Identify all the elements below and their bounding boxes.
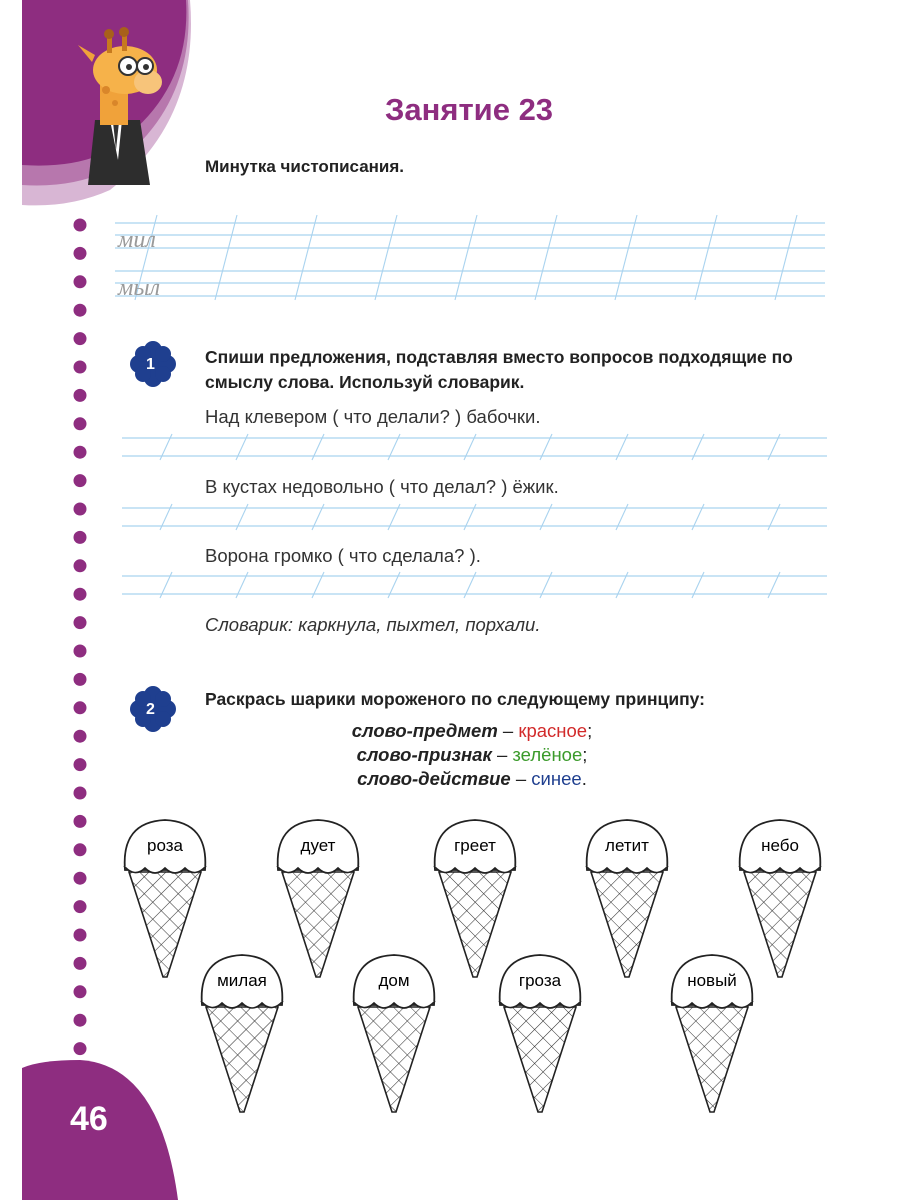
task-1-instruction: Спиши предложения, подставляя вместо вопросов подходящие по смыслу слова. Используй словарик.: [205, 347, 793, 392]
writing-lines-3: [122, 570, 827, 600]
spiral-dot: [74, 616, 87, 629]
rule-noun-color: красное: [518, 720, 588, 741]
page-number: 46: [70, 1100, 108, 1138]
spiral-dot: [74, 389, 87, 402]
spiral-dot: [74, 446, 87, 459]
rule-noun-dash: –: [497, 720, 519, 741]
spiral-dot: [74, 332, 87, 345]
cone-word: гроза: [518, 971, 562, 990]
rule-verb-color: синее: [531, 768, 582, 789]
writing-lines-1: [122, 432, 827, 462]
writing-lines-2: [122, 502, 827, 532]
ice-cream-cone[interactable]: [671, 955, 753, 1112]
rule-noun-term: слово-предмет: [351, 720, 498, 741]
rule-verb-end: .: [581, 768, 587, 789]
cone-word: милая: [217, 971, 267, 990]
ice-cream-cone[interactable]: [277, 820, 359, 977]
cone-word: летит: [605, 836, 649, 855]
ice-cream-cone[interactable]: [353, 955, 435, 1112]
ice-cream-cone[interactable]: [434, 820, 516, 977]
rule-adjective-end: ;: [582, 744, 588, 765]
ice-cream-area: [0, 800, 900, 1120]
spiral-dot: [74, 673, 87, 686]
cone-word: небо: [761, 836, 799, 855]
task-2-instruction: Раскрась шарики мороженого по следующему принципу:: [205, 689, 705, 709]
corner-decoration: [0, 0, 200, 210]
cone-word: греет: [454, 836, 496, 855]
task-1-badge: [128, 340, 178, 388]
rule-noun-end: ;: [587, 720, 593, 741]
rule-adjective-dash: –: [491, 744, 513, 765]
rule-adjective: [22, 744, 900, 766]
ice-cream-cone[interactable]: [201, 955, 283, 1112]
lesson-title: Занятие 23: [385, 92, 554, 127]
warmup-heading: Минутка чистописания.: [205, 157, 405, 176]
ice-cream-cone[interactable]: [739, 820, 821, 977]
copybook-line-2: мыл: [118, 275, 161, 301]
task-2-number: 2: [146, 701, 155, 718]
rule-noun: [22, 720, 900, 742]
rule-verb-dash: –: [510, 768, 532, 789]
spiral-dot: [74, 531, 87, 544]
ice-cream-cone[interactable]: [124, 820, 206, 977]
spiral-dot: [74, 275, 87, 288]
spiral-dot: [74, 588, 87, 601]
rule-verb: [22, 768, 900, 790]
spiral-dot: [74, 219, 87, 232]
task-1-sentence-1: Над клевером ( что делали? ) бабочки.: [205, 406, 541, 427]
task-1-number: 1: [146, 356, 155, 373]
spiral-dot: [74, 417, 87, 430]
ice-cream-cone[interactable]: [499, 955, 581, 1112]
spiral-dot: [74, 361, 87, 374]
spiral-dot: [74, 559, 87, 572]
spiral-dot: [74, 474, 87, 487]
rule-verb-term: слово-действие: [357, 768, 511, 789]
spiral-dot: [74, 304, 87, 317]
rule-adjective-color: зелёное: [512, 744, 583, 765]
cone-word: дом: [378, 971, 410, 990]
spiral-dot: [74, 701, 87, 714]
spiral-dot: [74, 247, 87, 260]
ice-cream-cone[interactable]: [586, 820, 668, 977]
rule-adjective-term: слово-признак: [356, 744, 492, 765]
spiral-dot: [74, 503, 87, 516]
cone-word: роза: [147, 836, 183, 855]
cone-word: новый: [687, 971, 737, 990]
dictionary-line: Словарик: каркнула, пыхтел, порхали.: [205, 614, 541, 635]
copybook-line-1: мил: [118, 227, 156, 253]
copybook-lines: [110, 205, 830, 305]
task-1-sentence-3: Ворона громко ( что сделала? ).: [205, 545, 481, 566]
task-1-sentence-2: В кустах недовольно ( что делал? ) ёжик.: [205, 476, 559, 497]
cone-word: дует: [300, 836, 336, 855]
spiral-dot: [74, 645, 87, 658]
